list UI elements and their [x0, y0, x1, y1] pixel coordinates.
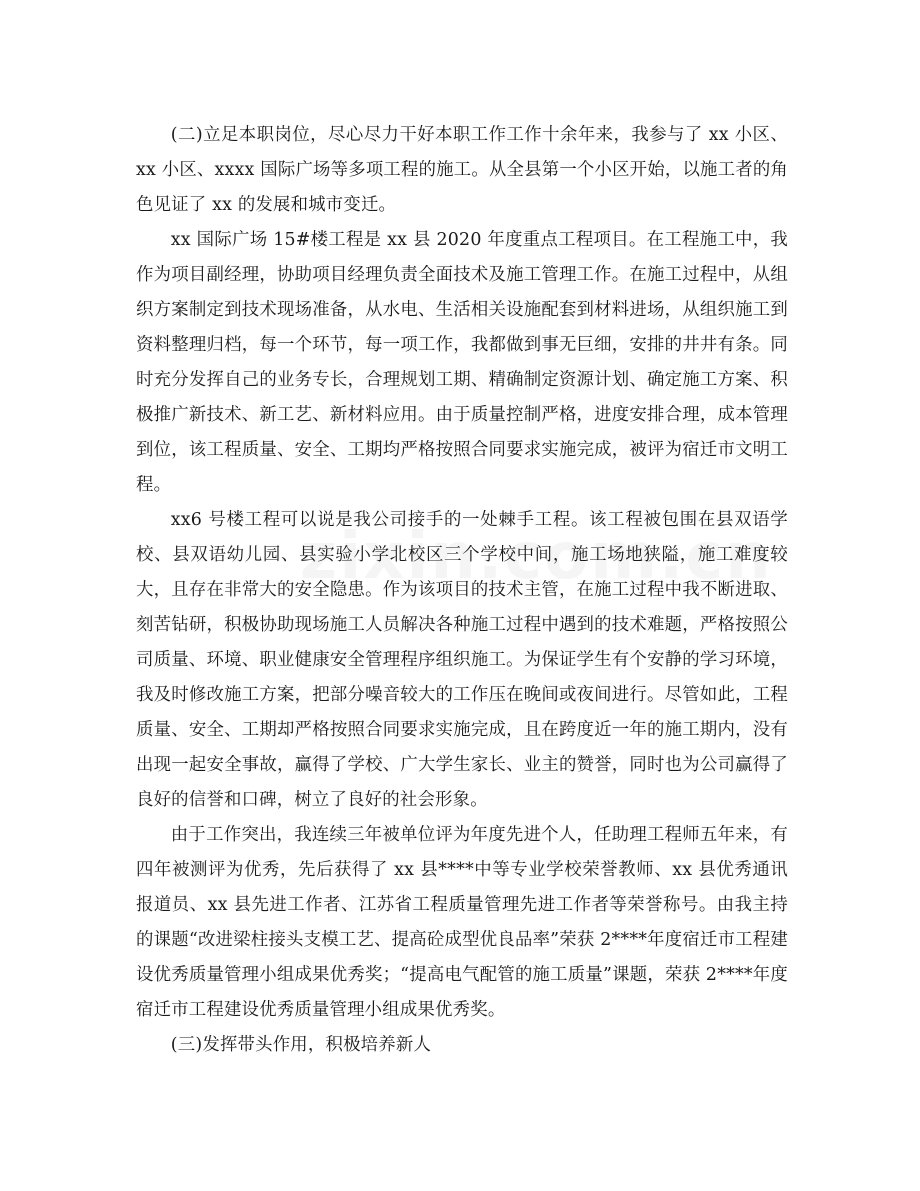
paragraph-honors: 由于工作突出，我连续三年被单位评为年度先进个人，任助理工程师五年来，有四年被测评为优秀，先后获得了 xx 县****中等专业学校荣誉教师、xx 县优秀通讯报道员、xx 县先进工作者、江苏省工程质量管理先进工作者等荣誉称号。由我主持的课题“改进梁柱接头支模工艺、提高砼成型优良品率”荣获 2****年度宿迁市工程建设优秀质量管理小组成果优秀奖；“提高电气配管的施工质量”课题，荣获 2****年度宿迁市工程建设优秀质量管理小组成果优秀奖。 — [136, 825, 788, 1020]
document-body — [136, 118, 788, 1063]
paragraph-section-2-heading: (二)立足本职岗位，尽心尽力干好本职工作工作十余年来，我参与了 xx 小区、xx 小区、xxxx 国际广场等多项工程的施工。从全县第一个小区开始，以施工者的角色见证了 xx 的发展和城市变迁。 — [136, 125, 788, 215]
paragraph-plaza-project: xx 国际广场 15#楼工程是 xx 县 2020 年度重点工程项目。在工程施工中，我作为项目副经理，协助项目经理负责全面技术及施工管理工作。在施工过程中，从组织方案制定到技术现场准备，从水电、生活相关设施配套到材料进场，从组织施工到资料整理归档，每一个环节，每一项工作，我都做到事无巨细，安排的井井有条。同时充分发挥自己的业务专长，合理规划工期、精确制定资源计划、确定施工方案、积极推广新技术、新工艺、新材料应用。由于质量控制严格，进度安排合理，成本管理到位，该工程质量、安全、工期均严格按照合同要求实施完成，被评为宿迁市文明工程。 — [136, 230, 788, 495]
paragraph-section-3-heading: (三)发挥带头作用，积极培养新人 — [170, 1035, 432, 1055]
paragraph-building-6-project: xx6 号楼工程可以说是我公司接手的一处棘手工程。该工程被包围在县双语学校、县双语幼儿园、县实验小学北校区三个学校中间，施工场地狭隘，施工难度较大，且存在非常大的安全隐患。作为该项目的技术主管，在施工过程中我不断进取、刻苦钻研，积极协助现场施工人员解决各种施工过程中遇到的技术难题，严格按照公司质量、环境、职业健康安全管理程序组织施工。为保证学生有个安静的学习环境，我及时修改施工方案，把部分噪音较大的工作压在晚间或夜间进行。尽管如此，工程质量、安全、工期却严格按照合同要求实施完成，且在跨度近一年的施工期内，没有出现一起安全事故，赢得了学校、广大学生家长、业主的赞誉，同时也为公司赢得了良好的信誉和口碑，树立了良好的社会形象。 — [136, 510, 788, 810]
